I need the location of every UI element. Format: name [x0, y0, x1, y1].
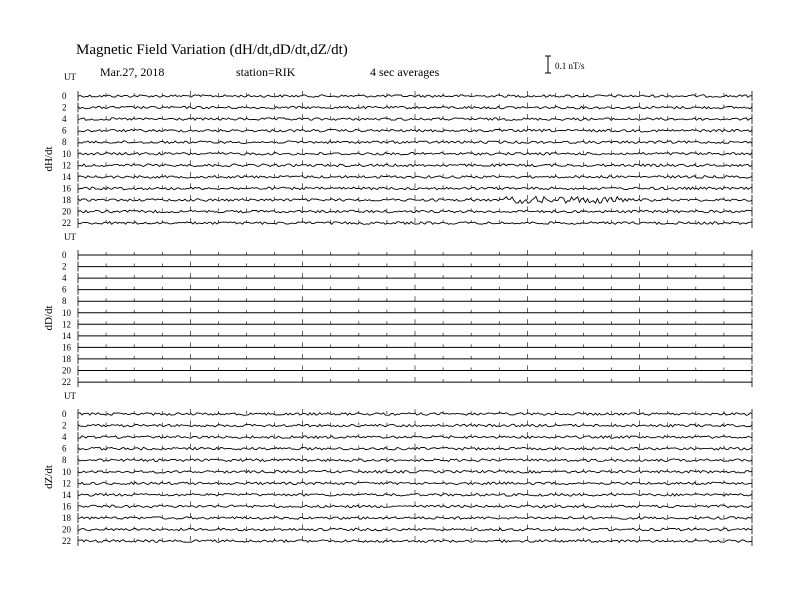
row-label: 14	[62, 171, 71, 182]
row-trace	[78, 505, 752, 508]
figure-title: Magnetic Field Variation (dH/dt,dD/dt,dZ/dt)	[76, 42, 348, 58]
row-label: 0	[62, 250, 67, 260]
row-label: 0	[62, 91, 67, 101]
row-label: 16	[62, 183, 71, 194]
row-label: 2	[62, 420, 67, 431]
row-label: 12	[62, 478, 71, 489]
y-axis-label: dZ/dt	[43, 465, 55, 489]
row-label: 22	[62, 536, 71, 547]
row-trace	[78, 141, 752, 144]
row-label: 10	[62, 148, 71, 159]
row-label: 12	[62, 160, 71, 171]
row-label: 20	[62, 206, 71, 217]
y-axis-label: dD/dt	[43, 305, 55, 331]
row-label: 22	[62, 377, 71, 388]
panel-dH-dt	[43, 72, 752, 228]
y-axis-label: dH/dt	[43, 146, 55, 172]
station-label: station=RIK	[236, 65, 296, 79]
row-label: 14	[62, 330, 71, 341]
row-label: 6	[62, 125, 67, 136]
row-label: 6	[62, 284, 67, 295]
scale-label: 0.1 nT/s	[555, 61, 585, 71]
row-label: 18	[62, 353, 71, 364]
row-label: 2	[62, 102, 67, 113]
row-label: 8	[62, 137, 67, 148]
row-label: 0	[62, 409, 67, 419]
row-label: 16	[62, 342, 71, 353]
row-label: 18	[62, 512, 71, 523]
panel-dD-dt	[43, 232, 752, 387]
scale-bar	[545, 56, 585, 73]
row-label: 10	[62, 307, 71, 318]
row-label: 8	[62, 455, 67, 466]
row-label: 22	[62, 218, 71, 229]
row-label: 10	[62, 466, 71, 477]
panel-dZ-dt	[43, 391, 752, 546]
ut-axis-label: UT	[64, 232, 76, 242]
row-label: 16	[62, 501, 71, 512]
row-label: 8	[62, 296, 67, 307]
date-label: Mar.27, 2018	[100, 65, 165, 79]
row-label: 12	[62, 319, 71, 330]
panels-container	[43, 72, 752, 546]
row-label: 4	[62, 114, 67, 125]
row-label: 2	[62, 261, 67, 272]
row-label: 18	[62, 194, 71, 205]
row-label: 20	[62, 524, 71, 535]
row-label: 14	[62, 489, 71, 500]
row-label: 20	[62, 365, 71, 376]
row-label: 6	[62, 443, 67, 454]
averaging-label: 4 sec averages	[370, 65, 440, 79]
ut-axis-label: UT	[64, 391, 76, 401]
row-label: 4	[62, 273, 67, 284]
row-label: 4	[62, 432, 67, 443]
ut-axis-label: UT	[64, 72, 76, 82]
